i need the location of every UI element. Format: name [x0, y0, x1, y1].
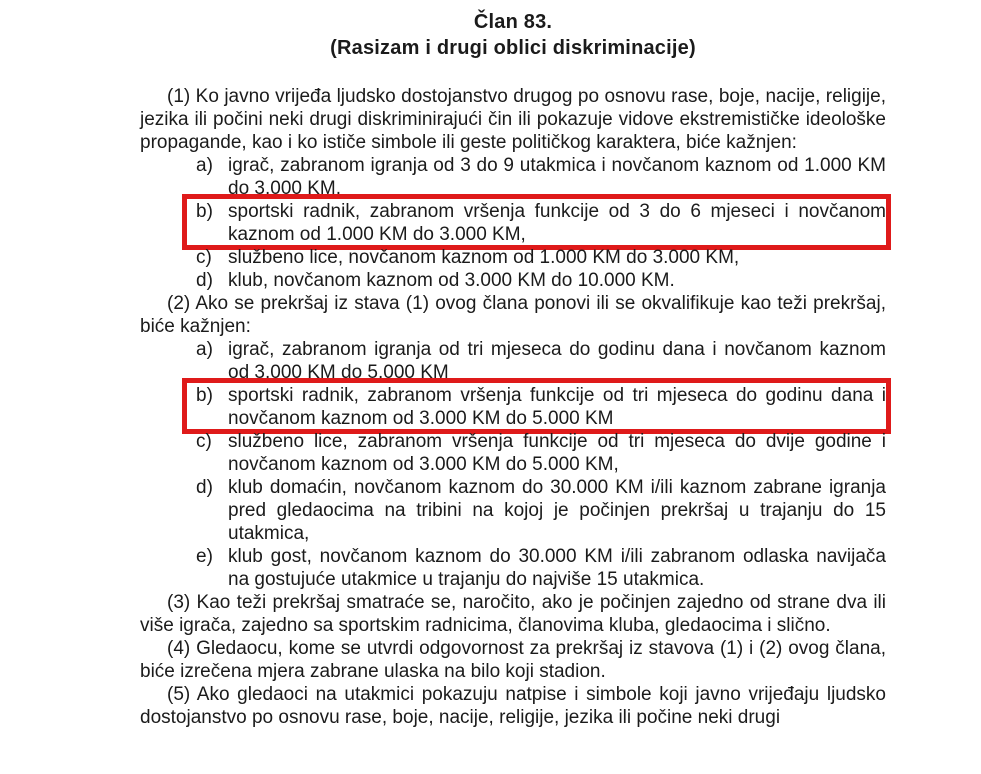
list-item-label: a) [196, 339, 213, 360]
paragraph-5: (5) Ako gledaoci na utakmici pokazuju natpise i simbole koji javno vrijeđaju ljudsko dostojanstvo po osnovu rase, boje, nacije, religije, jezika ili počine neki drugi [140, 684, 886, 728]
list-item-label: e) [196, 546, 213, 567]
paragraph-1: (1) Ko javno vrijeđa ljudsko dostojanstvo drugog po osnovu rase, boje, nacije, religije, jezika ili počini neki drugi diskriminirajući čin ili pokazuje vidove ekstremističke ideološke propagande, kao i ko ističe simbole ili geste političkog karaktera, biće kažnjen: [140, 86, 886, 153]
paragraph-2: (2) Ako se prekršaj iz stava (1) ovog člana ponovi ili se okvalifikuje kao teži prekršaj, biće kažnjen: [140, 293, 886, 337]
article-heading [140, 9, 886, 61]
list-item-text: sportski radnik, zabranom vršenja funkcije od 3 do 6 mjeseci i novčanom kaznom od 1.000 KM do 3.000 KM, [228, 201, 886, 245]
list-item-label: c) [196, 431, 212, 452]
paragraph-3: (3) Kao teži prekršaj smatraće se, naročito, ako je počinjen zajedno od strane dva ili više igrača, zajedno sa sportskim radnicima, članovima kluba, gledaocima i slično. [140, 592, 886, 636]
list-item-text: klub gost, novčanom kaznom do 30.000 KM i/ili zabranom odlaska navijača na gostujuće utakmice u trajanju do najviše 15 utakmica. [228, 546, 886, 590]
list-item-label: b) [196, 385, 213, 406]
list-item-text: službeno lice, novčanom kaznom od 1.000 KM do 3.000 KM, [228, 247, 740, 268]
list-item-text: sportski radnik, zabranom vršenja funkcije od tri mjeseca do godinu dana i novčanom kaznom od 3.000 KM do 5.000 KM [228, 385, 886, 429]
list-item-text: službeno lice, zabranom vršenja funkcije od tri mjeseca do dvije godine i novčanom kaznom od 3.000 KM do 5.000 KM, [228, 431, 886, 475]
list-item-highlighted [140, 384, 886, 430]
article-body [140, 85, 886, 729]
list-item-label: a) [196, 155, 213, 176]
penalty-list-2 [140, 338, 886, 591]
penalty-list-1 [140, 154, 886, 292]
list-item [140, 246, 886, 269]
list-item-text: igrač, zabranom igranja od 3 do 9 utakmica i novčanom kaznom od 1.000 KM do 3.000 KM, [228, 155, 886, 199]
list-item [140, 154, 886, 200]
list-item [140, 476, 886, 545]
list-item [140, 430, 886, 476]
list-item [140, 545, 886, 591]
list-item-label: b) [196, 201, 213, 222]
list-item-text: klub, novčanom kaznom od 3.000 KM do 10.000 KM. [228, 270, 675, 291]
paragraph-4: (4) Gledaocu, kome se utvrdi odgovornost za prekršaj iz stavova (1) i (2) ovog člana, biće izrečena mjera zabrane ulaska na bilo koji stadion. [140, 638, 886, 682]
article-subtitle: (Rasizam i drugi oblici diskriminacije) [330, 37, 696, 59]
list-item-highlighted [140, 200, 886, 246]
list-item [140, 338, 886, 384]
list-item-label: d) [196, 270, 213, 291]
article-title: Član 83. [473, 11, 553, 33]
list-item [140, 269, 886, 292]
list-item-label: d) [196, 477, 213, 498]
list-item-text: igrač, zabranom igranja od tri mjeseca do godinu dana i novčanom kaznom od 3.000 KM do 5.000 KM [228, 339, 886, 383]
list-item-label: c) [196, 247, 212, 268]
list-item-text: klub domaćin, novčanom kaznom do 30.000 KM i/ili kaznom zabrane igranja pred gledaocima na tribini na kojoj je počinjen prekršaj u trajanju do 15 utakmica, [228, 477, 886, 544]
